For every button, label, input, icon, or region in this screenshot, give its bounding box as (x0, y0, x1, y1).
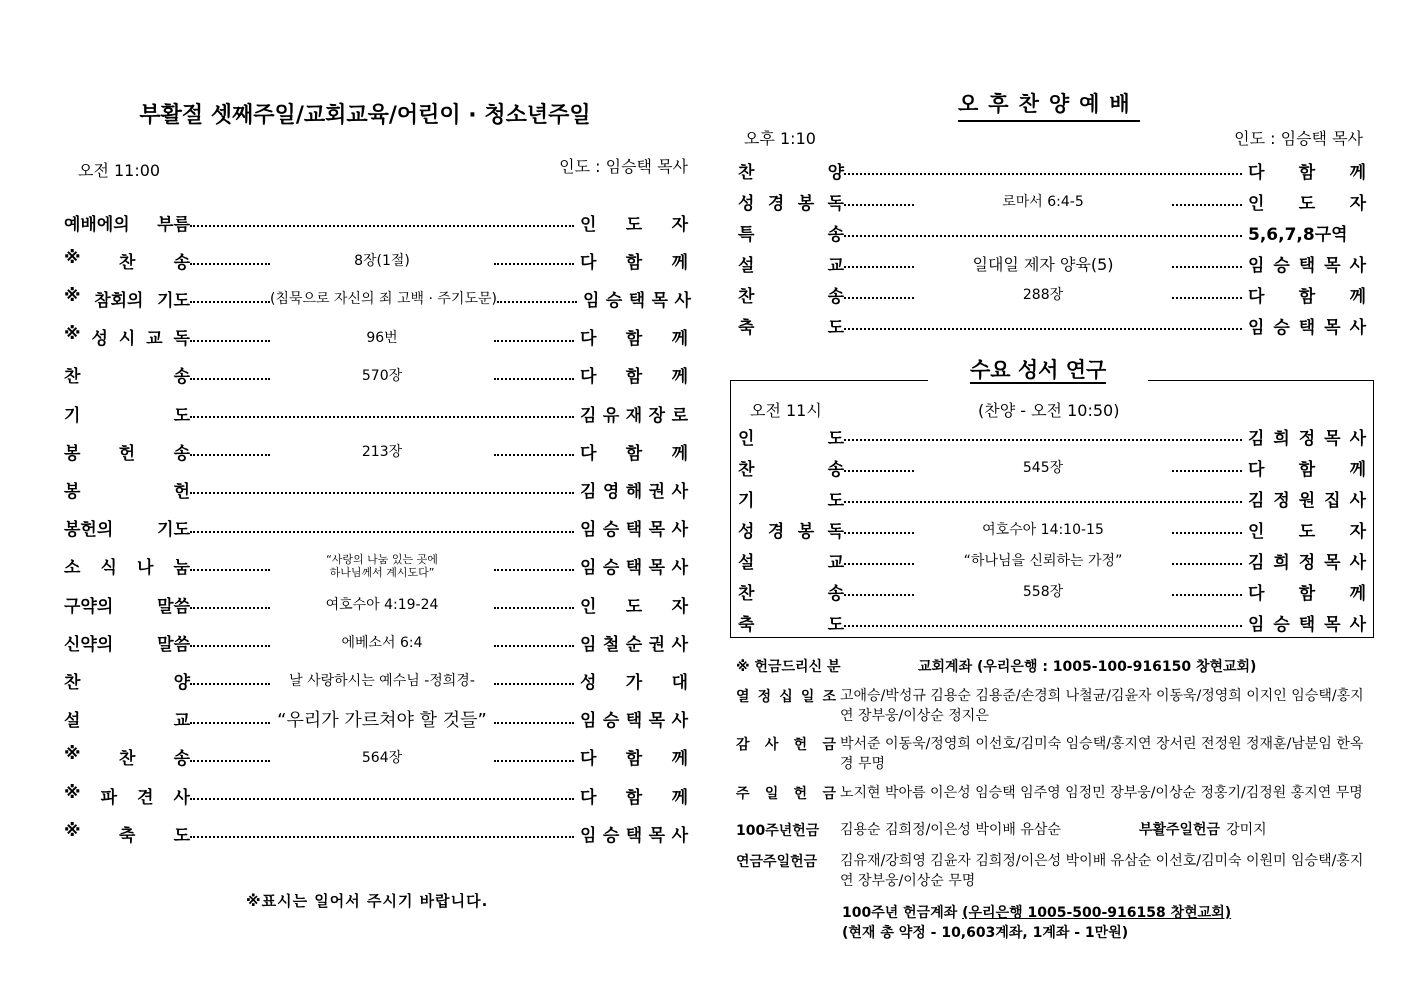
order-item-detail: 558장 (1022, 584, 1064, 600)
offering-row (736, 851, 1372, 891)
offering-names: 김용순 김희정/이은성 박이배 유삼순 부활주일헌금 강미지 (840, 822, 1267, 838)
order-item-detail: 여호수아 14:10-15 (982, 522, 1104, 538)
order-item-performer: 다 함 께 (1248, 583, 1366, 604)
order-item-name: 찬 양 (738, 162, 844, 183)
order-item-name: 성 경 봉 독 (738, 521, 844, 542)
order-item-performer: 다 함 께 (580, 749, 688, 770)
order-item-name: 찬 송 (64, 367, 190, 388)
offering-heading: ※ 헌금드리신 분 (736, 659, 841, 675)
order-item-performer: 임 승 택 목 사 (580, 711, 688, 732)
offering-category: 주 일 헌 금 (736, 786, 836, 802)
order-item-detail: 로마서 6:4-5 (1002, 194, 1084, 210)
church-account: 교회계좌 (우리은행 : 1005-100-916150 창현교회) (918, 659, 1257, 675)
order-item-name: ※ 찬 송 (64, 247, 190, 273)
offering-names: 고애승/박성규 김용순 김용준/손경희 나철균/김윤자 이동욱/정영희 이지인 임승택/홍지연 장부웅/이상순 정지은 (840, 688, 1364, 724)
left-service-leader: 인도 : 임승택 목사 (559, 157, 688, 176)
order-item-detail: 96번 (366, 329, 398, 346)
afternoon-time: 오후 1:10 (744, 129, 816, 148)
left-service-time: 오전 11:00 (78, 161, 161, 180)
offering-category: 감 사 헌 금 (736, 737, 836, 753)
order-item-performer: 임 승 택 목 사 (580, 825, 688, 846)
offering-row (736, 686, 1372, 726)
order-item-name: 찬 송 (738, 459, 844, 480)
offering-category: 100주년헌금 (736, 823, 820, 839)
order-row (64, 780, 688, 810)
order-row (738, 453, 1366, 481)
order-item-performer: 다 함 께 (580, 787, 688, 808)
order-row (64, 360, 688, 390)
order-item-name: 성 경 봉 독 (738, 193, 844, 214)
order-item-performer: 다 함 께 (1248, 286, 1366, 307)
wednesday-title: 수요 성서 연구 (928, 354, 1148, 384)
order-row (64, 551, 688, 581)
anniversary-account-number: (우리은행 1005-500-916158 창현교회) (962, 905, 1232, 921)
wednesday-praise-time: (찬양 - 오전 10:50) (978, 401, 1120, 420)
order-item-name: ※ 참회의 기도 (64, 285, 190, 311)
order-item-performer: 인 도 자 (580, 596, 688, 617)
order-item-detail: 여호수아 4:19-24 (325, 597, 439, 613)
order-row (738, 156, 1366, 184)
order-item-name: 인 도 (738, 428, 844, 449)
order-item-name: 설 교 (738, 552, 844, 573)
order-item-name: 찬 송 (738, 286, 844, 307)
order-row (64, 398, 688, 428)
order-row (64, 818, 688, 848)
order-item-performer: 김 유 재 장 로 (580, 405, 688, 426)
order-item-name: 특 송 (738, 224, 844, 245)
offering-row (736, 783, 1372, 803)
offering-names: 김유재/강희영 김윤자 김희정/이은성 박이배 유삼순 이선호/김미숙 이원미 임승택/홍지연 장부웅/이상순 무명 (840, 853, 1364, 889)
offering-category: 연금주일헌금 (736, 854, 818, 870)
order-row (738, 187, 1366, 215)
order-row (64, 704, 688, 734)
order-item-detail: 일대일 제자 양육(5) (972, 254, 1114, 274)
order-item-performer: 임 승 택 목 사 (1248, 255, 1366, 276)
order-row (64, 207, 688, 237)
order-item-detail: 545장 (1022, 460, 1064, 476)
order-item-performer: 다 함 께 (580, 367, 688, 388)
order-row (64, 627, 688, 657)
order-row (738, 422, 1366, 450)
order-item-performer: 임 승 택 목 사 (1248, 614, 1366, 635)
order-item-name: ※ 찬 송 (64, 744, 190, 770)
order-item-performer: 성 가 대 (580, 672, 688, 693)
order-item-performer: 인 도 자 (580, 214, 688, 235)
order-row (64, 436, 688, 466)
afternoon-title: 오후찬양예배 (958, 88, 1140, 122)
order-item-detail: 날 사랑하시는 예수님 -정희경- (289, 673, 475, 690)
order-item-performer: 다 함 께 (1248, 162, 1366, 183)
order-item-name: 축 도 (738, 317, 844, 338)
order-item-name: 설 교 (64, 711, 190, 732)
order-item-performer: 다 함 께 (580, 252, 688, 273)
offering-names: 노지현 박아름 이은성 임승택 임주영 임정민 장부웅/이상순 정홍기/김정원 홍지연 무명 (840, 785, 1363, 801)
order-item-name: 봉 헌 (64, 481, 190, 502)
order-item-performer: 5,6,7,8구역 (1248, 224, 1348, 245)
order-item-performer: 다 함 께 (580, 329, 688, 350)
order-item-name: 봉 헌 송 (64, 443, 190, 464)
order-item-detail: 에베소서 6:4 (341, 635, 423, 652)
order-row (738, 280, 1366, 308)
order-item-name: 기 도 (64, 405, 190, 426)
order-item-performer: 다 함 께 (1248, 459, 1366, 480)
anniversary-account-note (842, 903, 1231, 943)
order-row (64, 283, 691, 313)
order-row (738, 546, 1366, 574)
order-row (64, 742, 688, 772)
order-item-detail: (침묵으로 자신의 죄 고백 · 주기도문) (270, 291, 497, 308)
order-item-detail: 570장 (361, 367, 403, 384)
offering-row (736, 820, 1372, 840)
order-item-performer: 인 도 자 (1248, 521, 1366, 542)
order-item-name: 찬 양 (64, 672, 190, 693)
offering-names: 박서준 이동욱/정영희 이선호/김미숙 임승택/홍지연 장서린 전정원 정재훈/남분임 한옥경 무명 (840, 736, 1364, 772)
order-item-name: 축 도 (738, 614, 844, 635)
order-item-name: 소 식 나 눔 (64, 558, 190, 579)
order-item-name: 기 도 (738, 490, 844, 511)
order-item-detail: “사랑의 나눔 있는 곳에 하나님께서 계시도다” (326, 552, 438, 579)
order-item-performer: 임 승 택 목 사 (580, 520, 688, 541)
order-row (738, 577, 1366, 605)
order-item-performer: 김 정 원 집 사 (1248, 490, 1366, 511)
order-item-performer: 임 철 순 권 사 (580, 634, 688, 655)
order-item-name: 설 교 (738, 255, 844, 276)
order-row (64, 474, 688, 504)
order-item-detail: 564장 (361, 749, 403, 766)
order-item-detail: 8장(1절) (354, 253, 410, 270)
order-item-performer: 김 영 해 권 사 (580, 481, 688, 502)
order-row (738, 311, 1366, 339)
order-row (738, 249, 1366, 277)
order-item-performer: 임 승 택 목 사 (580, 558, 688, 579)
order-item-detail: 213장 (361, 444, 403, 461)
standing-note: ※표시는 일어서 주시기 바랍니다. (246, 892, 489, 910)
order-item-name: 봉헌의 기도 (64, 520, 190, 541)
order-item-name: 예배에의 부름 (64, 214, 190, 235)
order-item-name: 신약의 말씀 (64, 634, 190, 655)
order-item-performer: 김 희 정 목 사 (1248, 428, 1366, 449)
order-item-name: ※ 파 견 사 (64, 782, 190, 808)
order-item-name: 구약의 말씀 (64, 596, 190, 617)
order-row (738, 608, 1366, 636)
wednesday-time: 오전 11시 (750, 401, 822, 420)
easter-offering-label: 부활주일헌금 (1138, 822, 1221, 838)
order-row (738, 484, 1366, 512)
order-item-performer: 김 희 정 목 사 (1248, 552, 1366, 573)
order-row (64, 665, 688, 695)
order-item-name: 찬 송 (738, 583, 844, 604)
order-row (738, 515, 1366, 543)
anniversary-account-label: 100주년 헌금계좌 (842, 905, 958, 921)
anniversary-total: (현재 총 약정 - 10,603계좌, 1계좌 - 1만원) (842, 925, 1129, 941)
left-page-title: 부활절 셋째주일/교회교육/어린이 · 청소년주일 (139, 103, 591, 128)
order-row (738, 218, 1366, 246)
order-item-performer: 임 승 택 목 사 (1248, 317, 1366, 338)
order-row (64, 513, 688, 543)
offering-category: 열 정 십 일 조 (736, 689, 836, 705)
order-item-detail: 288장 (1022, 287, 1064, 303)
order-row (64, 245, 688, 275)
order-item-performer: 다 함 께 (580, 443, 688, 464)
easter-offering-names: 강미지 (1226, 822, 1267, 838)
order-item-performer: 인 도 자 (1248, 193, 1366, 214)
order-item-performer: 임 승 택 목 사 (582, 290, 691, 311)
afternoon-leader: 인도 : 임승택 목사 (1234, 129, 1363, 148)
order-row (64, 589, 688, 619)
order-item-detail: “우리가 가르쳐야 할 것들” (277, 709, 487, 731)
order-item-detail: “하나님을 신뢰하는 가정” (963, 553, 1123, 569)
order-item-name: ※ 성 시 교 독 (64, 324, 190, 350)
offering-row (736, 734, 1372, 774)
order-item-name: ※ 축 도 (64, 820, 190, 846)
order-row (64, 322, 688, 352)
